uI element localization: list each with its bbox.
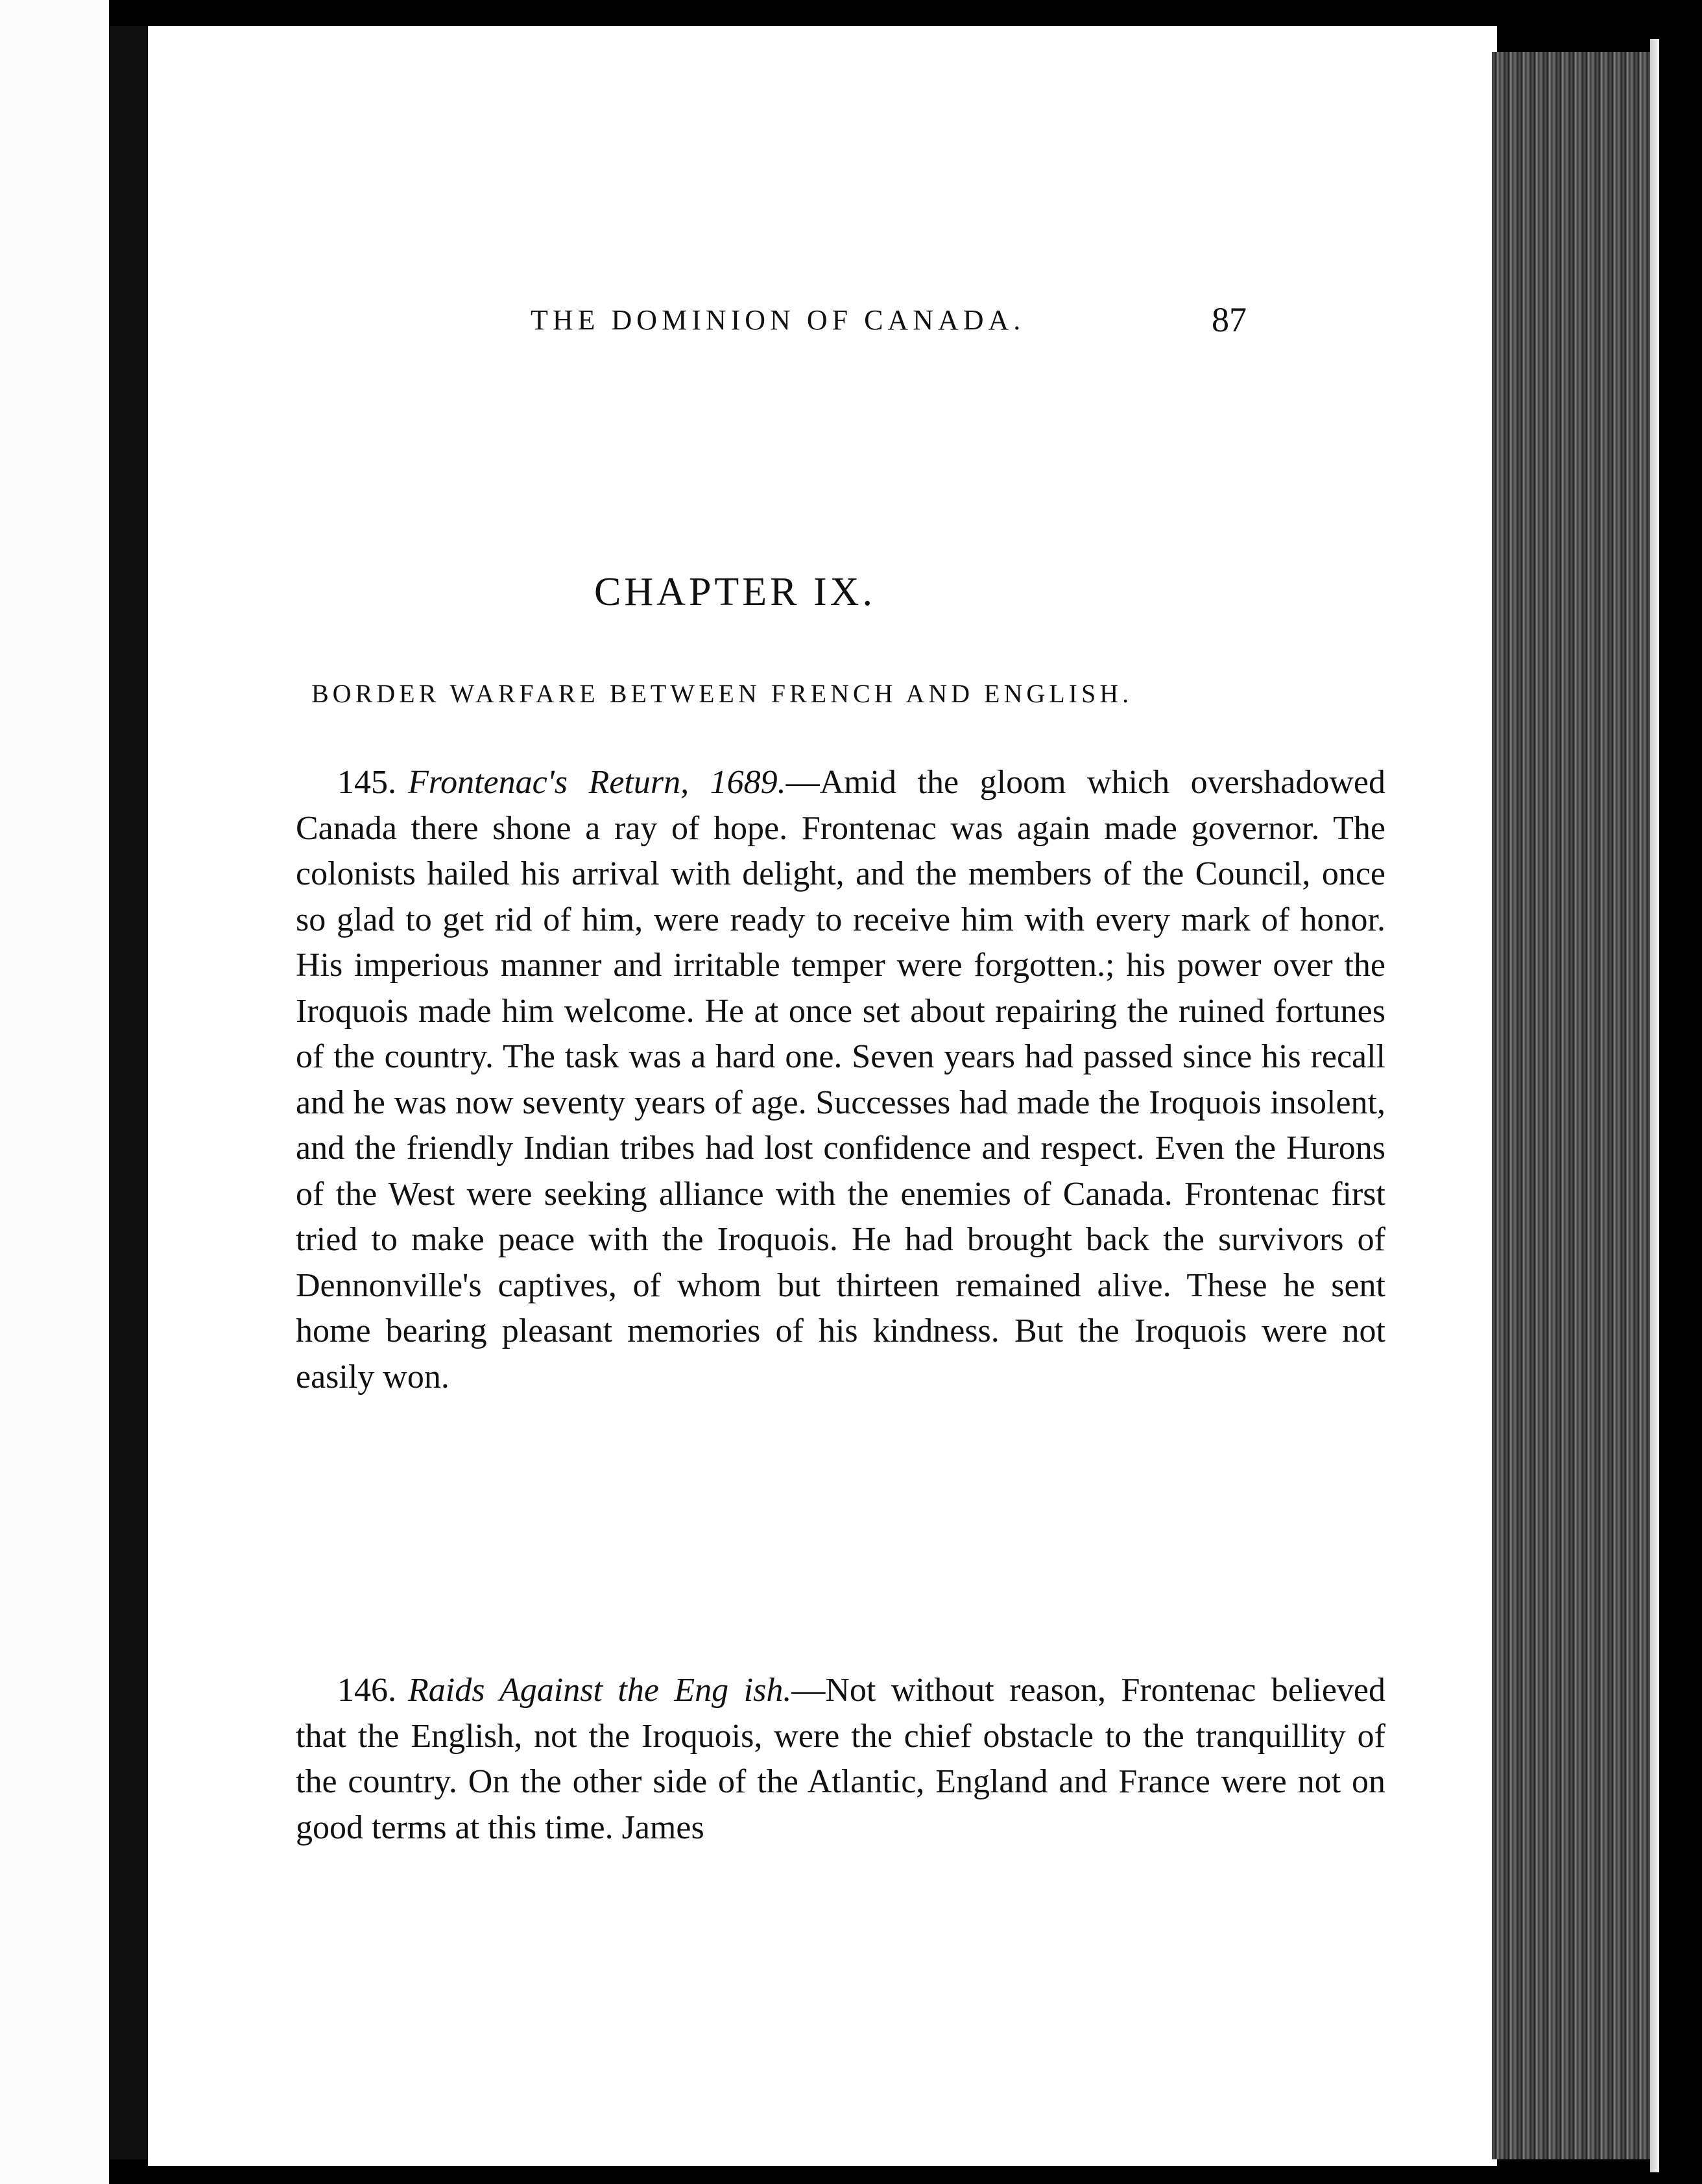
paragraph-text: —Not without reason, Frontenac believed that the English, not the Iroquois, were the chief obstacle to the tranquillity of the country. On the other side of the Atlantic, England and France were not on good terms at this time. James xyxy=(296,1672,1385,1846)
book-gutter xyxy=(109,26,148,2159)
page-number: 87 xyxy=(1212,300,1247,339)
paragraph-number: 146. xyxy=(337,1672,396,1709)
page-edges xyxy=(1492,52,1650,2159)
paragraph-145 xyxy=(296,760,1385,1400)
paragraph-text: —Amid the gloom which overshadowed Canada there shone a ray of hope. Frontenac was again made governor. The colonists hailed his arrival with delight, and the members of the Council, once so glad to get rid of him, were ready to receive him with every mark of honor. His imperious manner and irritable temper were forgotten.; his power over the Iroquois made him welcome. He at once set about repairing the ruined fortunes of the country. The task was a hard one. Seven years had passed since his recall and he was now seventy years of age. Successes had made the Iroquois insolent, and the friendly Indian tribes had lost confidence and respect. Even the Hurons of the West were seeking alliance with the enemies of Canada. Frontenac first tried to make peace with the Iroquois. He had brought back the survivors of Dennonville's captives, of whom but thirteen remained alive. These he sent home bearing pleasant memories of his kindness. But the Iroquois were not easily won. xyxy=(296,764,1385,1395)
chapter-title: CHAPTER IX. xyxy=(594,570,876,614)
chapter-subtitle: BORDER WARFARE BETWEEN FRENCH AND ENGLISH. xyxy=(311,679,1133,708)
facing-page-edge xyxy=(0,0,109,2184)
paragraph-number: 145. xyxy=(337,764,396,801)
paragraph-heading: Frontenac's Return, 1689. xyxy=(408,764,786,801)
book-page xyxy=(148,26,1497,2166)
running-head xyxy=(148,300,1497,342)
page-edges-outer xyxy=(1650,39,1702,2172)
outer-sheet xyxy=(1650,39,1659,2172)
paragraph-heading: Raids Against the Eng ish. xyxy=(408,1672,792,1709)
running-title: THE DOMINION OF CANADA. xyxy=(531,304,1025,336)
paragraph-146 xyxy=(296,1668,1385,1851)
